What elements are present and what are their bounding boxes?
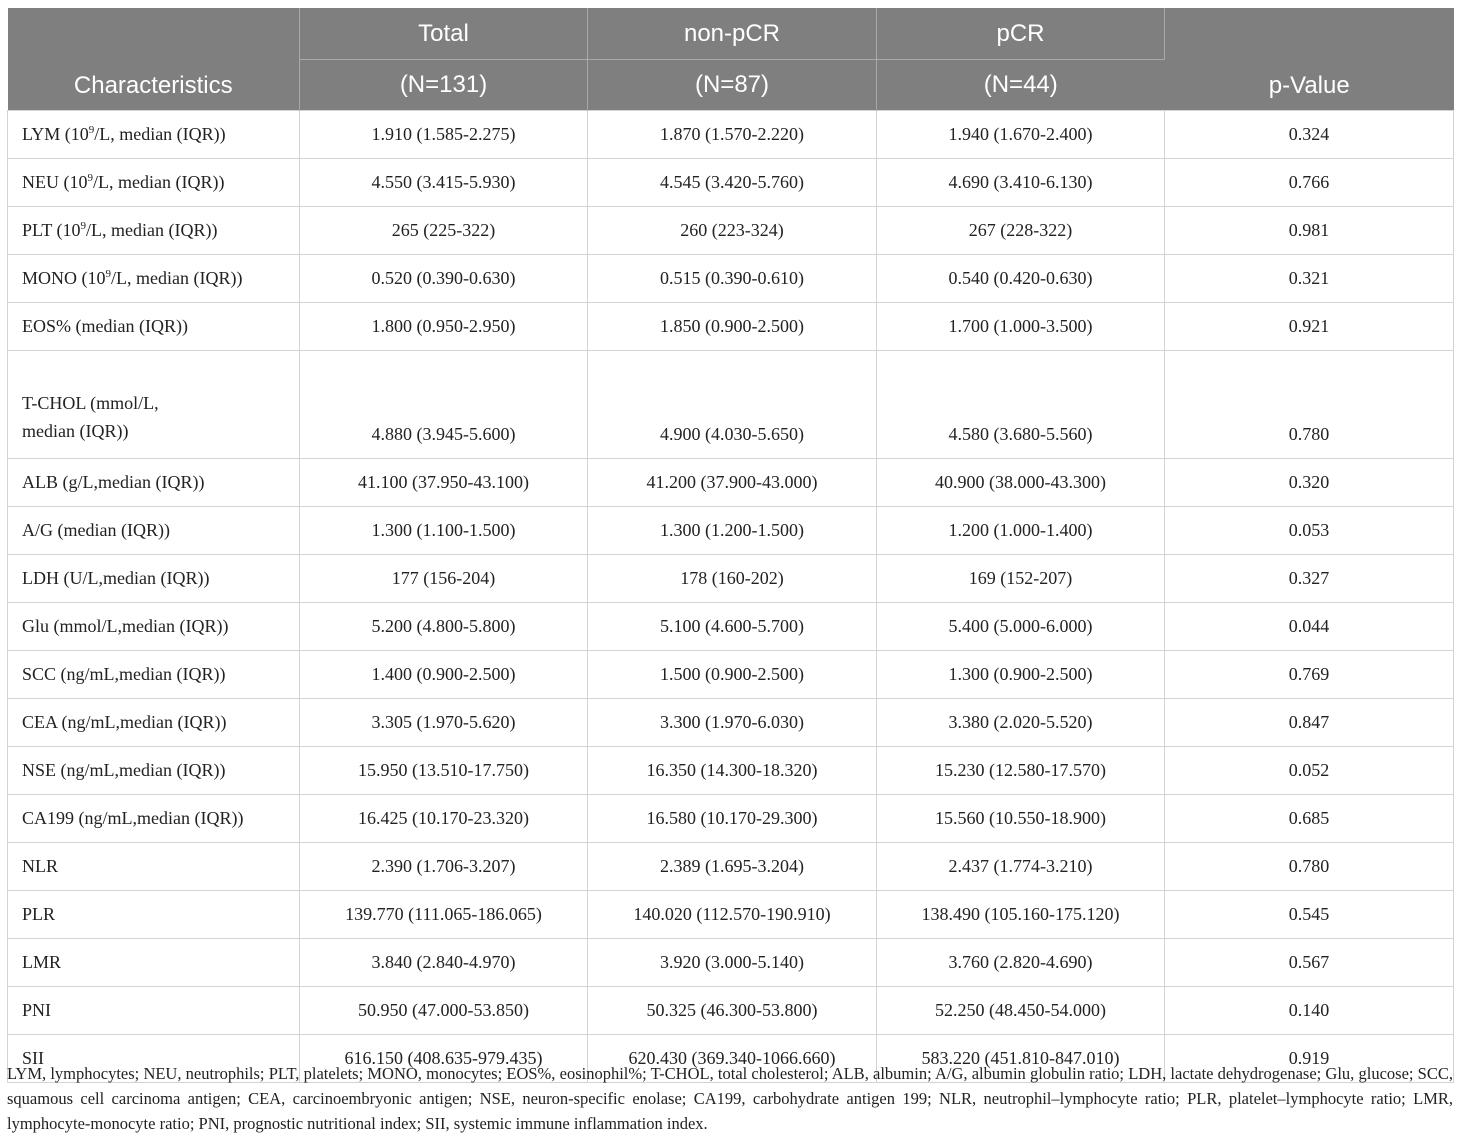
row-label: NSE (ng/mL,median (IQR)) — [8, 747, 300, 795]
cell-pvalue: 0.320 — [1165, 459, 1454, 507]
table-row — [8, 795, 1454, 843]
cell-pcr: 15.560 (10.550-18.900) — [877, 795, 1165, 843]
cell-pcr: 4.690 (3.410-6.130) — [877, 159, 1165, 207]
cell-total: 41.100 (37.950-43.100) — [300, 459, 588, 507]
cell-pvalue: 0.567 — [1165, 939, 1454, 987]
data-table — [7, 8, 1454, 1083]
cell-pcr: 3.760 (2.820-4.690) — [877, 939, 1165, 987]
table-row — [8, 747, 1454, 795]
cell-total: 50.950 (47.000-53.850) — [300, 987, 588, 1035]
header-pcr: pCR — [877, 8, 1165, 60]
cell-pvalue: 0.053 — [1165, 507, 1454, 555]
cell-total: 265 (225-322) — [300, 207, 588, 255]
cell-total: 4.550 (3.415-5.930) — [300, 159, 588, 207]
cell-total: 16.425 (10.170-23.320) — [300, 795, 588, 843]
cell-total: 2.390 (1.706-3.207) — [300, 843, 588, 891]
cell-nonpcr: 1.300 (1.200-1.500) — [588, 507, 877, 555]
table-row — [8, 699, 1454, 747]
header-characteristics: Characteristics — [8, 8, 300, 111]
table-row — [8, 111, 1454, 159]
cell-total: 3.840 (2.840-4.970) — [300, 939, 588, 987]
cell-pvalue: 0.052 — [1165, 747, 1454, 795]
cell-nonpcr: 0.515 (0.390-0.610) — [588, 255, 877, 303]
cell-pcr: 1.700 (1.000-3.500) — [877, 303, 1165, 351]
row-label: T-CHOL (mmol/L, median (IQR)) — [8, 351, 300, 459]
cell-nonpcr: 16.580 (10.170-29.300) — [588, 795, 877, 843]
cell-nonpcr: 3.300 (1.970-6.030) — [588, 699, 877, 747]
table-row — [8, 207, 1454, 255]
table-row — [8, 159, 1454, 207]
cell-pvalue: 0.685 — [1165, 795, 1454, 843]
row-label: MONO ($10^9/L$, median (IQR)) — [8, 255, 300, 303]
cell-pvalue: 0.140 — [1165, 987, 1454, 1035]
cell-pcr: 3.380 (2.020-5.520) — [877, 699, 1165, 747]
header-nonpcr-n: (N=87) — [588, 60, 877, 111]
table-row — [8, 351, 1454, 459]
cell-pcr: 138.490 (105.160-175.120) — [877, 891, 1165, 939]
row-label: PNI — [8, 987, 300, 1035]
cell-pcr: 5.400 (5.000-6.000) — [877, 603, 1165, 651]
cell-total: 1.300 (1.100-1.500) — [300, 507, 588, 555]
cell-nonpcr: 620.430 (369.340-1066.660) — [588, 1035, 877, 1083]
cell-pvalue: 0.769 — [1165, 651, 1454, 699]
cell-pcr: 40.900 (38.000-43.300) — [877, 459, 1165, 507]
cell-nonpcr: 1.850 (0.900-2.500) — [588, 303, 877, 351]
cell-nonpcr: 1.870 (1.570-2.220) — [588, 111, 877, 159]
cell-pvalue: 0.321 — [1165, 255, 1454, 303]
cell-pvalue: 0.044 — [1165, 603, 1454, 651]
cell-nonpcr: 2.389 (1.695-3.204) — [588, 843, 877, 891]
cell-nonpcr: 16.350 (14.300-18.320) — [588, 747, 877, 795]
cell-total: 1.800 (0.950-2.950) — [300, 303, 588, 351]
table-footnote: LYM, lymphocytes; NEU, neutrophils; PLT, platelets; MONO, monocytes; EOS%, eosinophil%; T-CHOL, total cholesterol; ALB, albumin; A/G, albumin globulin ratio; LDH, lactate dehydrogenase; Glu, glucose; SCC, squamous cell carcinoma antigen; CEA, carcinoembryonic antigen; NSE, neuron-specific enolase; CA199, carbohydrate antigen 199; NLR, neutrophil–lymphocyte ratio; PLR, platelet–lymphocyte ratio; LMR, lymphocyte-monocyte ratio; PNI, prognostic nutritional index; SII, systemic immune inflammation index. — [7, 1064, 1453, 1133]
cell-total: 4.880 (3.945-5.600) — [300, 351, 588, 459]
cell-pcr: 52.250 (48.450-54.000) — [877, 987, 1165, 1035]
cell-pcr: 169 (152-207) — [877, 555, 1165, 603]
table-row — [8, 459, 1454, 507]
cell-total: 139.770 (111.065-186.065) — [300, 891, 588, 939]
row-label: LMR — [8, 939, 300, 987]
cell-total: 177 (156-204) — [300, 555, 588, 603]
row-label: Glu (mmol/L,median (IQR)) — [8, 603, 300, 651]
cell-nonpcr: 140.020 (112.570-190.910) — [588, 891, 877, 939]
row-label: LDH (U/L,median (IQR)) — [8, 555, 300, 603]
cell-total: 3.305 (1.970-5.620) — [300, 699, 588, 747]
cell-pcr: 1.300 (0.900-2.500) — [877, 651, 1165, 699]
cell-pvalue: 0.981 — [1165, 207, 1454, 255]
cell-pcr: 583.220 (451.810-847.010) — [877, 1035, 1165, 1083]
row-label: CEA (ng/mL,median (IQR)) — [8, 699, 300, 747]
cell-nonpcr: 1.500 (0.900-2.500) — [588, 651, 877, 699]
row-label: LYM ($10^9/L$, median (IQR)) — [8, 111, 300, 159]
header-pcr-n: (N=44) — [877, 60, 1165, 111]
cell-pvalue: 0.545 — [1165, 891, 1454, 939]
cell-pvalue: 0.847 — [1165, 699, 1454, 747]
cell-pvalue: 0.766 — [1165, 159, 1454, 207]
table-row — [8, 651, 1454, 699]
table-row — [8, 939, 1454, 987]
cell-nonpcr: 50.325 (46.300-53.800) — [588, 987, 877, 1035]
cell-pcr: 267 (228-322) — [877, 207, 1165, 255]
table-row — [8, 603, 1454, 651]
cell-pvalue: 0.921 — [1165, 303, 1454, 351]
table-header — [8, 8, 1454, 111]
row-label: PLR — [8, 891, 300, 939]
cell-total: 0.520 (0.390-0.630) — [300, 255, 588, 303]
cell-pvalue: 0.919 — [1165, 1035, 1454, 1083]
table-row — [8, 255, 1454, 303]
header-total-n: (N=131) — [300, 60, 588, 111]
header-pvalue: p-Value — [1165, 8, 1454, 111]
cell-nonpcr: 41.200 (37.900-43.000) — [588, 459, 877, 507]
cell-total: 5.200 (4.800-5.800) — [300, 603, 588, 651]
cell-pcr: 4.580 (3.680-5.560) — [877, 351, 1165, 459]
cell-total: 1.910 (1.585-2.275) — [300, 111, 588, 159]
row-label: PLT ($10^9/L$, median (IQR)) — [8, 207, 300, 255]
cell-nonpcr: 260 (223-324) — [588, 207, 877, 255]
cell-pvalue: 0.327 — [1165, 555, 1454, 603]
cell-pcr: 0.540 (0.420-0.630) — [877, 255, 1165, 303]
row-label: NEU ($10^9/L$, median (IQR)) — [8, 159, 300, 207]
cell-nonpcr: 178 (160-202) — [588, 555, 877, 603]
table-row — [8, 555, 1454, 603]
cell-pvalue: 0.324 — [1165, 111, 1454, 159]
cell-nonpcr: 4.900 (4.030-5.650) — [588, 351, 877, 459]
row-label: ALB (g/L,median (IQR)) — [8, 459, 300, 507]
cell-pvalue: 0.780 — [1165, 351, 1454, 459]
table-body — [8, 111, 1454, 1083]
cell-total: 616.150 (408.635-979.435) — [300, 1035, 588, 1083]
table-row — [8, 303, 1454, 351]
header-nonpcr: non-pCR — [588, 8, 877, 60]
row-label: CA199 (ng/mL,median (IQR)) — [8, 795, 300, 843]
row-label: NLR — [8, 843, 300, 891]
cell-nonpcr: 5.100 (4.600-5.700) — [588, 603, 877, 651]
cell-nonpcr: 3.920 (3.000-5.140) — [588, 939, 877, 987]
cell-pvalue: 0.780 — [1165, 843, 1454, 891]
header-total: Total — [300, 8, 588, 60]
table-container — [7, 8, 1453, 1083]
table-row — [8, 891, 1454, 939]
table-row — [8, 507, 1454, 555]
cell-total: 1.400 (0.900-2.500) — [300, 651, 588, 699]
cell-nonpcr: 4.545 (3.420-5.760) — [588, 159, 877, 207]
table-row — [8, 987, 1454, 1035]
row-label: EOS% (median (IQR)) — [8, 303, 300, 351]
row-label: A/G (median (IQR)) — [8, 507, 300, 555]
cell-pcr: 1.940 (1.670-2.400) — [877, 111, 1165, 159]
table-row — [8, 843, 1454, 891]
row-label: SCC (ng/mL,median (IQR)) — [8, 651, 300, 699]
cell-total: 15.950 (13.510-17.750) — [300, 747, 588, 795]
cell-pcr: 2.437 (1.774-3.210) — [877, 843, 1165, 891]
cell-pcr: 15.230 (12.580-17.570) — [877, 747, 1165, 795]
row-label: SII — [8, 1035, 300, 1083]
cell-pcr: 1.200 (1.000-1.400) — [877, 507, 1165, 555]
